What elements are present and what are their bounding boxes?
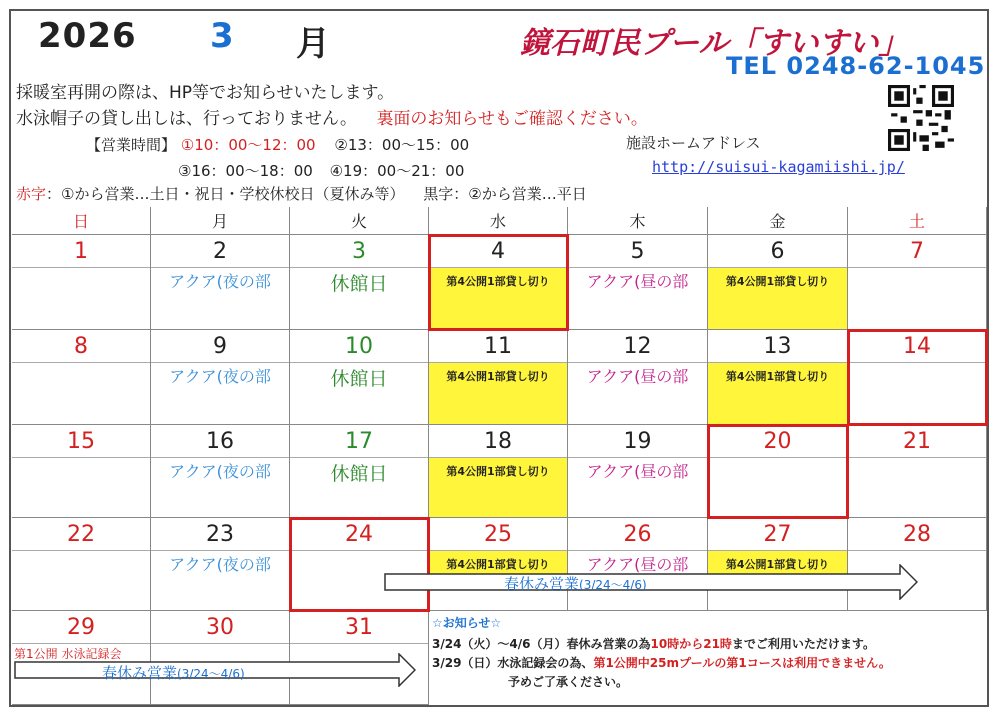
cell-divider (429, 362, 567, 363)
day-number: 23 (206, 522, 234, 547)
spring-arrow-icon (384, 564, 918, 600)
cell-divider (568, 457, 707, 458)
cell-divider (848, 457, 986, 458)
cell-divider (290, 267, 428, 268)
cell-divider (151, 643, 289, 644)
news-line-1: 3/24（火）～4/6（月）春休み営業の為 (432, 637, 651, 651)
cell-divider (708, 362, 847, 363)
day-number: 7 (910, 239, 924, 264)
month-number: 3 (210, 16, 234, 56)
cell-divider (151, 267, 289, 268)
cell-divider (848, 550, 986, 551)
cell-divider (12, 362, 150, 363)
day-event: 第4公開1部貸し切り (725, 370, 830, 383)
news-line-1-end: までご利用いただけます。 (731, 637, 875, 651)
day-number: 26 (623, 522, 652, 547)
day-cell (429, 425, 568, 518)
notice-line-1: 採暖室再開の際は、HP等でお知らせいたします。 (16, 83, 395, 103)
cell-divider (151, 362, 289, 363)
hours-row-1 (86, 134, 469, 155)
day-cell (12, 235, 151, 330)
day-number: 10 (345, 334, 373, 359)
weekday-header: 土 (848, 207, 987, 235)
legend-black-text: ：②から営業…平日 (453, 185, 587, 203)
news-line-2-red: 第1公開中25mプールの第1コースは利用できません。 (593, 656, 891, 670)
weekday-header: 木 (568, 207, 708, 235)
highlight-box (428, 234, 569, 331)
day-number: 13 (763, 334, 792, 359)
cell-divider (568, 267, 707, 268)
day-event: 第4公開1部貸し切り (446, 465, 550, 478)
website-link[interactable]: http://suisui-kagamiishi.jp/ (652, 158, 905, 176)
news-title: ☆お知らせ☆ (432, 616, 502, 630)
day-number: 6 (770, 239, 785, 264)
day-cell (290, 235, 429, 330)
spring-range: (3/24～4/6) (579, 578, 647, 592)
day-number: 21 (903, 429, 931, 454)
day-number: 4 (491, 239, 505, 264)
day-event: 第4公開1部貸し切り (725, 275, 830, 288)
day-number: 20 (763, 429, 792, 454)
hours-row-2 (178, 160, 464, 181)
day-number: 9 (213, 334, 227, 359)
day-cell (151, 235, 290, 330)
day-number: 1 (74, 239, 88, 264)
cell-divider (708, 550, 847, 551)
day-cell (568, 330, 708, 425)
highlight-box (707, 424, 849, 519)
cell-divider (568, 362, 707, 363)
spring-label: 春休み営業 (504, 575, 580, 593)
day-event: アクア(昼の部 (586, 462, 689, 481)
day-number: 16 (206, 429, 234, 454)
calendar-grid (12, 207, 987, 705)
day-cell (429, 330, 568, 425)
day-number: 8 (74, 334, 88, 359)
legend-row (16, 183, 587, 204)
legend-red-label: 赤字 (16, 185, 47, 203)
day-event: 休館日 (330, 463, 388, 485)
home-label: 施設ホームアドレス (626, 134, 761, 152)
day-number: 24 (345, 522, 373, 547)
day-number: 12 (623, 334, 652, 359)
pool-name: 鏡石町民プール「すいすい」 (520, 26, 909, 61)
day-number: 11 (484, 334, 512, 359)
day-cell (848, 235, 987, 330)
day-event: アクア(夜の部 (169, 462, 271, 481)
day-number: 30 (206, 615, 234, 640)
notice-line-2-text: 水泳帽子の貸し出しは、行っておりません。 (16, 109, 358, 129)
cell-divider (429, 457, 567, 458)
telephone: TEL 0248-62-1045 (726, 52, 986, 80)
day-cell (151, 425, 290, 518)
day-cell (568, 235, 708, 330)
day-number: 5 (630, 239, 645, 264)
day-cell (12, 330, 151, 425)
day-event: 休館日 (330, 273, 388, 295)
day-cell (151, 330, 290, 425)
day-event: 第4公開1部貸し切り (446, 558, 550, 571)
cell-divider (12, 550, 150, 551)
day-number: 18 (484, 429, 512, 454)
cell-divider (568, 550, 707, 551)
day-event: アクア(夜の部 (169, 367, 271, 386)
day-cell (290, 425, 429, 518)
hours-slot-3: ③16：00～18：00 (178, 162, 313, 180)
day-number: 28 (903, 522, 931, 547)
day-event: アクア(夜の部 (169, 555, 271, 574)
day-number: 3 (352, 239, 366, 264)
day-number: 31 (345, 615, 373, 640)
cell-divider (12, 643, 150, 644)
news-box (432, 614, 891, 690)
day-number: 22 (67, 522, 95, 547)
day-event: アクア(夜の部 (169, 272, 271, 291)
qr-code-icon (888, 85, 954, 151)
cell-divider (12, 457, 150, 458)
notice-line-2 (16, 104, 648, 129)
day-number: 2 (213, 239, 227, 264)
spring-range: (3/24～4/6) (177, 667, 245, 681)
cell-divider (429, 550, 567, 551)
day-event: アクア(昼の部 (586, 555, 689, 574)
cell-divider (708, 267, 847, 268)
day-cell (151, 518, 290, 611)
news-line-1-red: 10時から21時 (650, 637, 732, 651)
day-cell (708, 330, 848, 425)
day-cell (848, 425, 987, 518)
day-event: アクア(昼の部 (586, 367, 689, 386)
notice-line-2-red: 裏面のお知らせもご確認ください。 (376, 109, 648, 129)
weekday-header: 水 (429, 207, 568, 235)
weekday-header: 日 (12, 207, 151, 235)
spring-business-label (102, 662, 245, 683)
day-cell (290, 330, 429, 425)
hours-slot-4: ④19：00～21：00 (329, 162, 465, 180)
cell-divider (290, 643, 428, 644)
legend-black-label: 黒字 (423, 185, 454, 203)
day-event: 第1公開 水泳記録会 (14, 647, 122, 661)
spring-business-label (504, 573, 647, 594)
day-cell (708, 235, 848, 330)
weekday-header: 金 (708, 207, 848, 235)
cell-divider (848, 267, 986, 268)
hours-label: 【営業時間】 (86, 136, 177, 154)
day-event: 休館日 (330, 368, 388, 390)
month-label: 月 (296, 24, 330, 64)
day-event: 第4公開1部貸し切り (725, 558, 830, 571)
hours-slot-1: ①10：00～12：00 (180, 136, 316, 154)
day-number: 29 (67, 615, 95, 640)
day-event: アクア(昼の部 (586, 272, 689, 291)
day-cell (12, 518, 151, 611)
day-number: 14 (903, 334, 931, 359)
day-number: 15 (67, 429, 95, 454)
news-line-3: 予めご了承ください。 (508, 675, 629, 689)
weekday-header: 月 (151, 207, 290, 235)
cell-divider (12, 267, 150, 268)
cell-divider (290, 362, 428, 363)
weekday-header: 火 (290, 207, 429, 235)
day-number: 17 (345, 429, 373, 454)
day-cell (12, 425, 151, 518)
day-number: 25 (484, 522, 512, 547)
day-number: 19 (623, 429, 652, 454)
cell-divider (290, 457, 428, 458)
cell-divider (151, 457, 289, 458)
day-event: 第4公開1部貸し切り (446, 275, 550, 288)
legend-red-text: ：①から営業…土日・祝日・学校休校日（夏休み等） (46, 185, 405, 203)
day-event: 第4公開1部貸し切り (446, 370, 550, 383)
day-cell (568, 425, 708, 518)
highlight-box (847, 329, 988, 426)
day-number: 27 (763, 522, 792, 547)
hours-slot-2: ②13：00～15：00 (334, 136, 470, 154)
news-line-2: 3/29（日）水泳記録会の為、 (432, 656, 594, 670)
cell-divider (151, 550, 289, 551)
spring-label: 春休み営業 (102, 664, 178, 682)
year: 2026 (38, 16, 137, 56)
